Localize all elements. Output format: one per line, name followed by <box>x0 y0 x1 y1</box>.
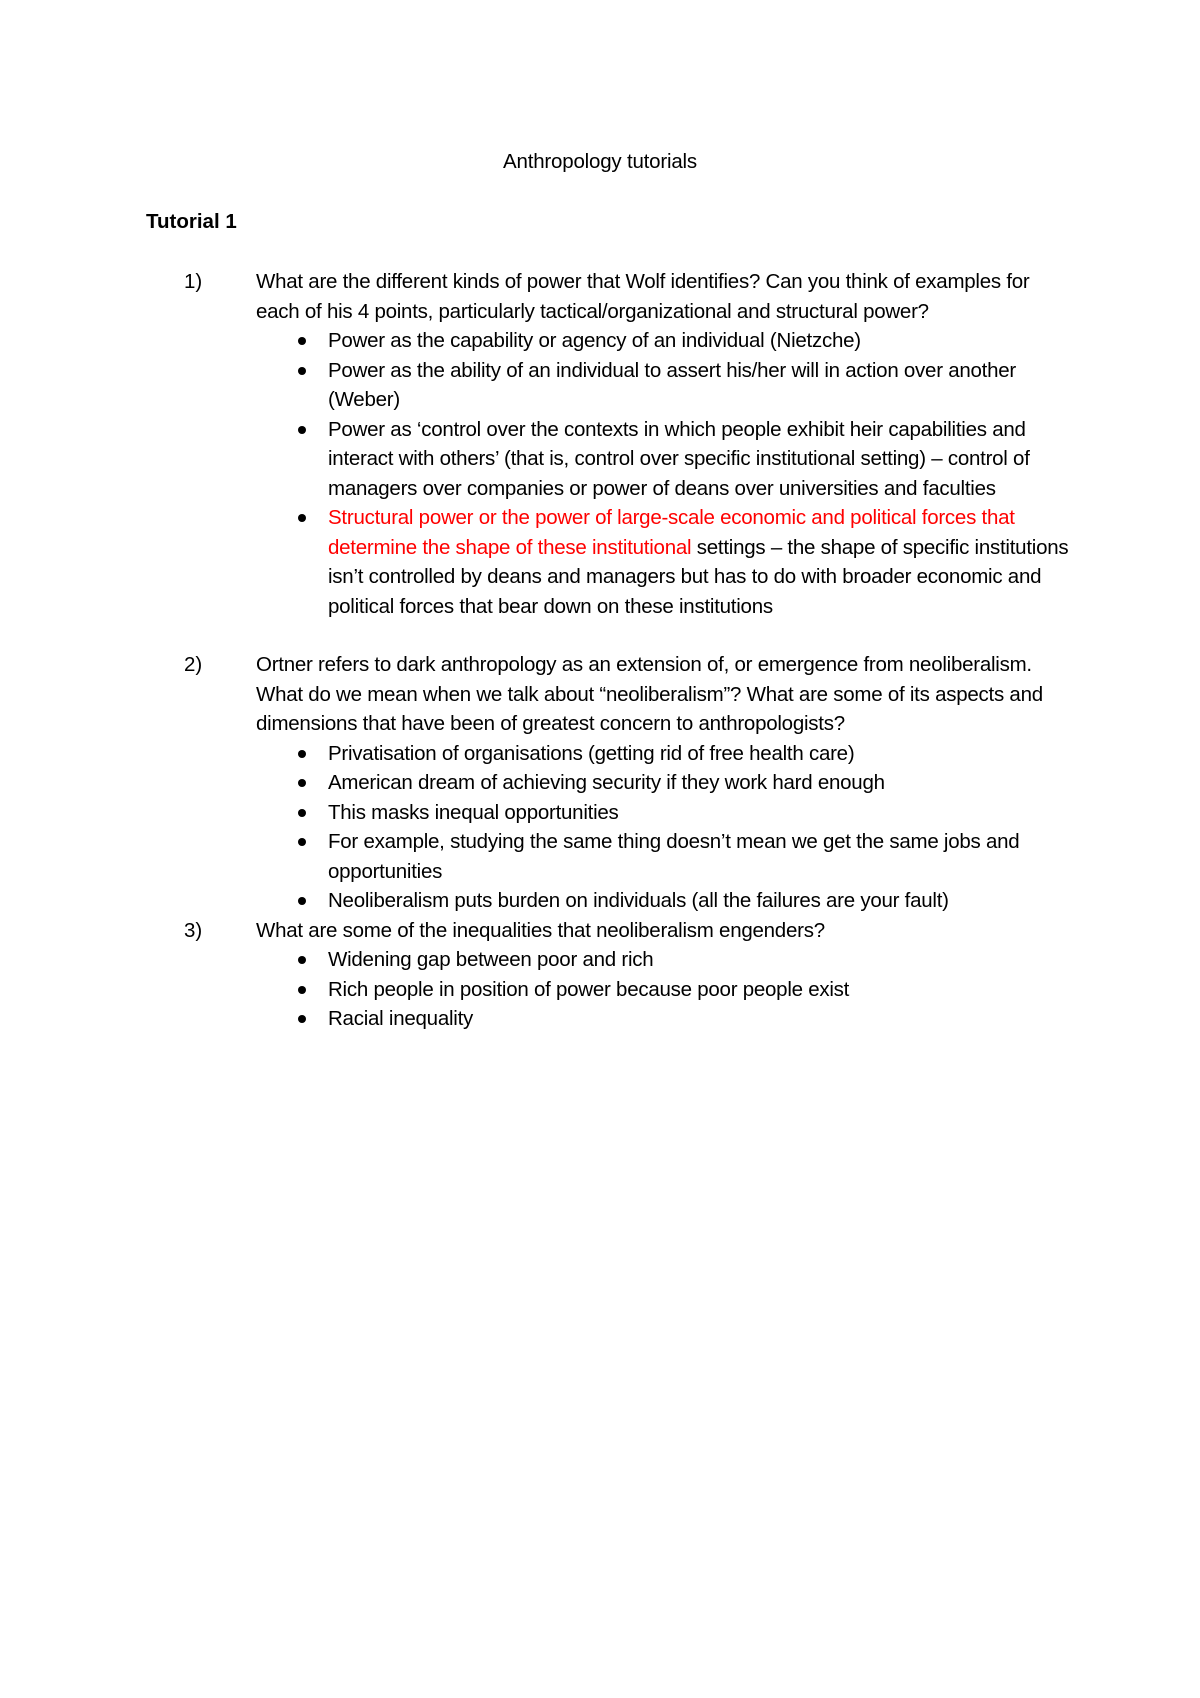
bullet-text: For example, studying the same thing doesn’t mean we get the same jobs and opportunities <box>328 830 1020 883</box>
bullet-icon <box>298 956 306 964</box>
bullet-icon <box>298 367 306 375</box>
bullet-text: Privatisation of organisations (getting rid of free health care) <box>328 741 855 765</box>
question-list <box>0 267 1200 1034</box>
answer-bullet <box>328 827 1078 886</box>
question-text: What are the different kinds of power that Wolf identifies? Can you think of examples for each of his 4 points, particularly tactical/organizational and structural power? <box>256 270 1030 323</box>
bullet-icon <box>298 897 306 905</box>
answer-bullet <box>328 356 1078 415</box>
bullet-icon <box>298 779 306 787</box>
bullet-text: Power as the ability of an individual to assert his/her will in action over another (Weber) <box>328 358 1017 411</box>
bullet-text: Rich people in position of power because poor people exist <box>328 977 850 1001</box>
bullet-icon <box>298 1015 306 1023</box>
bullet-icon <box>298 809 306 817</box>
question-number: 3) <box>184 918 203 942</box>
answer-bullet <box>328 739 1078 769</box>
question-number: 1) <box>184 270 203 293</box>
question-text: Ortner refers to dark anthropology as an extension of, or emergence from neoliberalism. What do we mean when we talk about “neoliberalism”? What are some of its aspects and dimensions that have been of greatest concern to anthropologists? <box>256 653 1043 735</box>
bullet-text: This masks inequal opportunities <box>328 800 619 824</box>
section-heading: Tutorial 1 <box>146 210 237 233</box>
answer-bullet <box>328 886 1078 916</box>
bullet-icon <box>298 514 306 522</box>
question-3 <box>0 916 1200 1034</box>
question-text: What are some of the inequalities that neoliberalism engenders? <box>256 918 825 942</box>
answer-bullet <box>328 326 1078 356</box>
question-spacer <box>0 621 1200 650</box>
bullet-icon <box>298 750 306 758</box>
bullet-text: Power as the capability or agency of an individual (Nietzche) <box>328 329 861 352</box>
answer-bullet-list <box>0 326 1200 621</box>
bullet-text: Widening gap between poor and rich <box>328 948 654 971</box>
bullet-text: Racial inequality <box>328 1007 474 1030</box>
answer-bullet-list <box>0 739 1200 916</box>
document-title: Anthropology tutorials <box>503 150 697 173</box>
answer-bullet <box>328 798 1078 828</box>
bullet-icon <box>298 426 306 434</box>
bullet-text: settings – the shape of specific institutions isn’t controlled by deans and managers but has to do with broader economic and political forces that bear down on these institutions <box>328 535 1069 618</box>
bullet-text: American dream of achieving security if they work hard enough <box>328 771 885 794</box>
bullet-text: Neoliberalism puts burden on individuals (all the failures are your fault) <box>328 889 949 912</box>
question-1 <box>0 267 1200 621</box>
answer-bullet <box>328 503 1078 621</box>
answer-bullet-list <box>0 945 1200 1034</box>
answer-bullet <box>328 415 1078 504</box>
answer-bullet <box>328 1004 1078 1034</box>
question-number: 2) <box>184 653 203 676</box>
answer-bullet <box>328 975 1078 1005</box>
bullet-text: Power as ‘control over the contexts in which people exhibit heir capabilities and interact with others’ (that is, control over specific institutional setting) – control of managers over companies or power of deans over universities and faculties <box>328 417 1030 500</box>
bullet-icon <box>298 838 306 846</box>
bullet-icon <box>298 986 306 994</box>
highlighted-text: Structural power or the power of large-scale economic and political forces that determine the shape of these institutional <box>328 506 1015 559</box>
answer-bullet <box>328 945 1078 975</box>
bullet-icon <box>298 337 306 345</box>
answer-bullet <box>328 768 1078 798</box>
question-2 <box>0 650 1200 916</box>
